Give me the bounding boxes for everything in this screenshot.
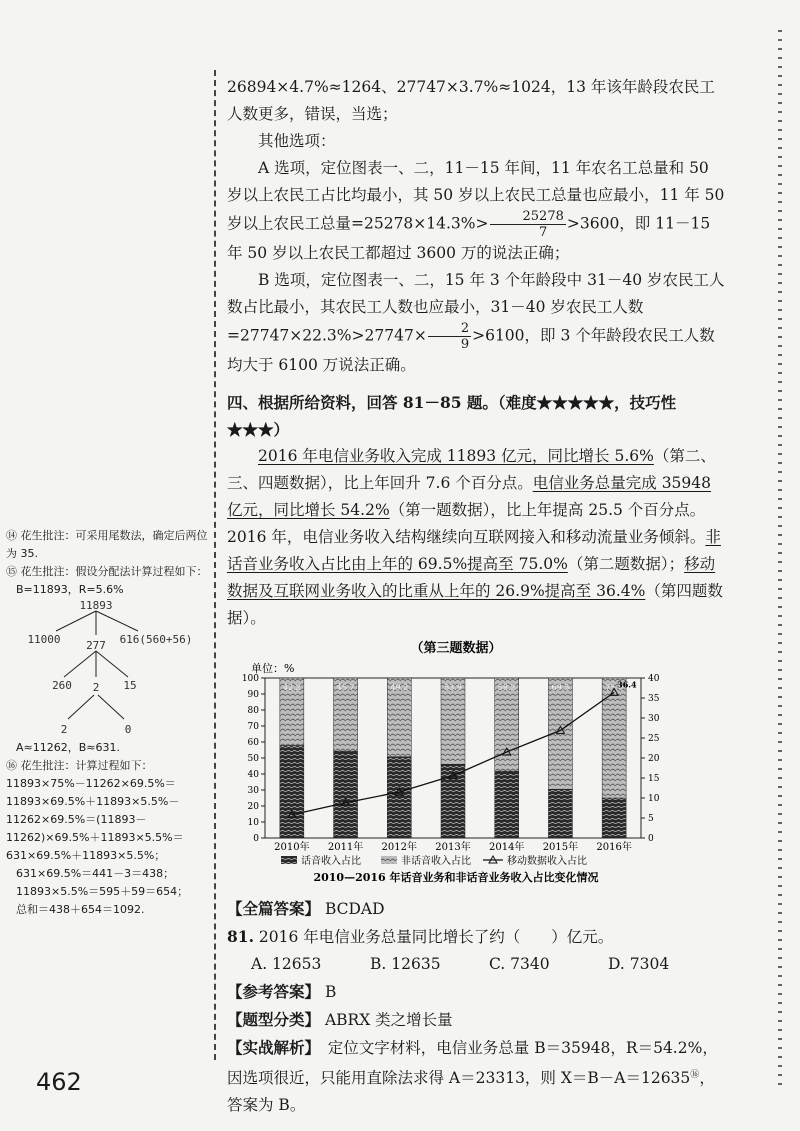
right-axis-tick-label: 35 [648, 694, 660, 704]
para-calc: 26894×4.7%≈1264、27747×3.7%≈1024，13 年该年龄段农民工人数更多，错误，当选； [227, 78, 715, 123]
option-a-tail: >3600，即 11－15 年 50 岁以上农民工都超过 3600 万的说法正确； [227, 214, 711, 262]
chart-container [221, 638, 727, 895]
analysis [227, 1034, 727, 1119]
x-axis-tick-label: 2012年 [381, 842, 418, 853]
note-16-line-1: 11893×75%－11262×69.5%＝11893×69.5%＋11893×5.5%－11262×69.5%＝(11893－11262)×69.5%＋11893×5.5%＝631×69.5%＋11893×5.5%； [6, 777, 184, 862]
left-axis-tick-label: 40 [247, 770, 259, 780]
legend-label-voice: 话音收入占比 [301, 856, 361, 867]
reference-label: 【参考答案】 [227, 982, 321, 1001]
x-axis-tick-label: 2014年 [488, 842, 525, 853]
question-81 [227, 923, 727, 951]
option-c: C. 7340 [489, 955, 550, 973]
fraction-numerator: 25278 [490, 209, 566, 225]
left-axis-tick-label: 10 [247, 818, 259, 828]
analysis-footnote-mark: ⑯ [690, 1070, 700, 1080]
all-answers [227, 895, 727, 923]
note-15-given: B=11893，R=5.6% [16, 583, 124, 596]
right-axis-tick-label: 15 [648, 774, 660, 784]
bar-voice [334, 751, 358, 838]
x-axis-tick-label: 2015年 [542, 842, 579, 853]
chart-unit-label: 单位：% [251, 662, 295, 675]
tree-mid: 277 [86, 639, 106, 652]
x-axis-tick-label: 2016年 [596, 842, 632, 853]
analysis-end: ，答案为 B。 [227, 1069, 715, 1115]
all-answers-value: BCDAD [324, 900, 385, 918]
right-axis-tick-label: 0 [648, 834, 654, 844]
material-span-6: （第二题数据）； [567, 555, 685, 573]
tree-l2-mid: 2 [92, 681, 100, 694]
question-stem: 2016 年电信业务总量同比增长了约（ ）亿元。 [258, 928, 614, 946]
material-span-8: （第四题数据）。 [227, 582, 723, 627]
all-answers-label: 【全篇答案】 [227, 899, 321, 918]
bar-data-label: 69.5 [551, 683, 570, 692]
material-underline-1: 2016 年电信业务收入完成 11893 亿元，同比增长 5.6% [258, 447, 654, 465]
note-16-line-4: 总和＝438＋654＝1092. [16, 903, 145, 916]
fraction-25278-7 [490, 209, 566, 240]
tree-l2-left: 260 [52, 679, 72, 692]
option-a-text: A 选项，定位图表一、二，11－15 年间，11 年农名工总量和 50 岁以上农民工占比均最小，其 50 岁以上农民工总量也应最小，11 年 50 岁以上农民工总量=25278×14.3%> [227, 159, 725, 233]
options-row [227, 951, 727, 978]
para-other-options: 其他选项： [258, 132, 336, 150]
question-type [227, 1006, 727, 1034]
analysis-label: 【实战解析】 [227, 1038, 313, 1057]
bar-data-label: 75.0 [605, 683, 624, 692]
x-axis-tick-label: 2011年 [327, 842, 364, 853]
option-d: D. 7304 [608, 955, 670, 973]
bar-voice [548, 789, 572, 838]
legend-label-mobile-data: 移动数据收入占比 [507, 856, 587, 867]
chart-plot-area [242, 674, 660, 867]
para-option-a [227, 155, 727, 267]
type-label: 【题型分类】 [227, 1010, 321, 1029]
right-axis-tick-label: 10 [648, 794, 660, 804]
tree-l2-right: 15 [123, 679, 137, 692]
note-16-line-2: 631×69.5%＝441－3＝438； [16, 867, 175, 880]
legend-swatch-nonvoice [381, 856, 397, 864]
fraction-denominator: 9 [460, 337, 470, 352]
material-underline-7: 移动数据及互联网业务收入的比重从上年的 26.9%提高至 36.4% [227, 555, 716, 600]
left-axis-tick-label: 60 [247, 738, 259, 748]
reference-value: B [324, 983, 337, 1001]
section-heading: 四、根据所给资料，回答 81－85 题。（难度★★★★★，技巧性★★★） [227, 393, 677, 439]
fraction-2-9 [428, 321, 471, 352]
left-axis-tick-label: 100 [241, 674, 259, 684]
note-14: ⑭ 花生批注：可采用尾数法，确定后两位为 35. [6, 529, 208, 560]
main-column [227, 74, 727, 1119]
tree-l3-right: 0 [124, 723, 132, 736]
bar-data-label: 58.2 [497, 683, 516, 692]
material-underline-5: 非话音业务收入占比由上年的 69.5%提高至 75.0% [227, 528, 721, 573]
bar-nonvoice [602, 678, 626, 798]
option-b-text: B 选项，定位图表一、二，15 年 3 个年龄段中 31－40 岁农民工人数占比最小，其农民工人数也应最小，31－40 岁农民工人数=27747×22.3%>27747× [227, 271, 725, 345]
left-axis-tick-label: 90 [247, 690, 259, 700]
x-axis-tick-label: 2013年 [435, 842, 471, 853]
allocation-tree-diagram [6, 599, 206, 739]
bar-voice [495, 771, 519, 838]
material-span-4: （第一题数据），比上年提高 25.5 个百分点。2016 年，电信业务收入结构继续向互联网接入和移动流量业务倾斜。 [227, 501, 706, 546]
right-axis-tick-label: 25 [648, 734, 660, 744]
margin-notes [6, 527, 211, 919]
chart-caption: 2010—2016 年话音业务和非话音业务收入占比变化情况 [313, 871, 599, 884]
column-divider [214, 70, 216, 1060]
bar-data-label: 45.7 [336, 683, 355, 692]
legend-swatch-voice [281, 856, 297, 864]
bar-voice [387, 757, 411, 838]
left-axis-tick-label: 0 [253, 834, 259, 844]
tree-right: 616(560+56) [119, 633, 193, 646]
line-end-label: 36.4 [617, 679, 637, 690]
fraction-denominator: 7 [539, 225, 548, 240]
note-15: ⑮ 花生批注：假设分配法计算过程如下： [6, 565, 208, 578]
option-a: A. 12653 [251, 955, 322, 973]
note-16: ⑯ 花生批注：计算过程如下： [6, 759, 153, 772]
option-b: B. 12635 [370, 955, 441, 973]
legend-label-nonvoice: 非话音收入占比 [401, 856, 471, 867]
left-axis-tick-label: 20 [247, 802, 259, 812]
type-value: ABRX 类之增长量 [324, 1011, 453, 1029]
question-number: 81. [227, 927, 254, 946]
reference-answer [227, 978, 727, 1006]
para-option-b [227, 267, 727, 379]
bar-data-label: 42.2 [282, 683, 301, 692]
fraction-numerator: 2 [428, 321, 471, 337]
bar-line-chart [221, 638, 691, 886]
note-15-result: A≈11262，B≈631. [16, 741, 120, 754]
note-16-line-3: 11893×5.5%＝595＋59＝654； [16, 885, 189, 898]
bar-data-label: 49.2 [390, 683, 409, 692]
tree-root: 11893 [79, 599, 113, 612]
x-axis-tick-label: 2010年 [274, 842, 310, 853]
left-axis-tick-label: 70 [247, 722, 259, 732]
option-b-tail: >6100，即 3 个年龄段农民工人数均大于 6100 万说法正确。 [227, 326, 715, 374]
material-text [227, 443, 727, 632]
bar-voice [602, 798, 626, 838]
left-axis-tick-label: 80 [247, 706, 259, 716]
right-axis-tick-label: 20 [648, 754, 660, 764]
page-number: 462 [36, 1068, 82, 1096]
right-axis-tick-label: 30 [648, 714, 660, 724]
tree-l3-left: 2 [60, 723, 68, 736]
chart-title: （第三题数据） [410, 641, 502, 656]
right-axis-tick-label: 40 [648, 674, 660, 684]
tree-left: 11000 [27, 633, 61, 646]
bar-voice [280, 746, 304, 838]
analysis-text: 定位文字材料，电信业务总量 B＝35948，R＝54.2%，因选项很近，只能用直除法求得 A＝23313，则 X＝B－A＝12635 [227, 1039, 718, 1088]
material-underline-3: 电信业务总量完成 35948 亿元，同比增长 54.2% [227, 474, 712, 519]
bar-data-label: 53.9 [444, 683, 462, 692]
page-edge-dots [778, 30, 782, 1090]
left-axis-tick-label: 30 [247, 786, 259, 796]
left-axis-tick-label: 50 [247, 754, 259, 764]
right-axis-tick-label: 5 [648, 814, 654, 824]
material-span-2: （第二、三、四题数据），比上年回升 7.6 个百分点。 [227, 447, 716, 492]
